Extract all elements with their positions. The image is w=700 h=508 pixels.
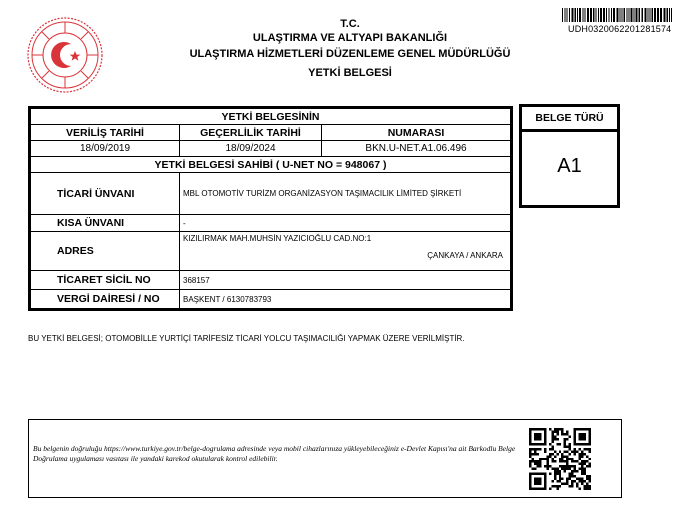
registry-label: TİCARET SİCİL NO [30, 271, 180, 290]
holder-title: YETKİ BELGESİ SAHİBİ ( U-NET NO = 948067 ) [30, 157, 512, 173]
section-title: YETKİ BELGESİNİN [30, 108, 512, 125]
registry-value: 368157 [180, 271, 512, 290]
valid-date-header: GEÇERLİLİK TARİHİ [180, 125, 322, 141]
short-name-value: - [180, 215, 512, 232]
header-ministry: ULAŞTIRMA VE ALTYAPI BAKANLIĞI [252, 32, 448, 44]
tax-value: BAŞKENT / 6130783793 [180, 290, 512, 310]
document-type-value: A1 [557, 155, 582, 177]
header-document-title: YETKİ BELGESİ [308, 67, 392, 79]
trade-name-value: MBL OTOMOTİV TURİZM ORGANİZASYON TAŞIMACILIK LİMİTED ŞİRKETİ [180, 173, 512, 215]
barcode-number: UDH0320062201281574 [568, 24, 672, 34]
number-header: NUMARASI [322, 125, 512, 141]
issue-date-header: VERİLİŞ TARİHİ [30, 125, 180, 141]
address-label: ADRES [30, 232, 180, 271]
address-value [180, 232, 512, 271]
document-type-title: BELGE TÜRÜ [522, 107, 617, 132]
tax-label: VERGİ DAİRESİ / NO [30, 290, 180, 310]
authorization-note: BU YETKİ BELGESİ; OTOMOBİLLE YURTİÇİ TARİFESİZ TİCARİ YOLCU TAŞIMACILIĞI YAPMAK ÜZERE VERİLMİŞTİR. [28, 334, 465, 343]
address-line-1: KIZILIRMAK MAH.MUHSİN YAZICIOĞLU CAD.NO:1 [183, 234, 372, 243]
issue-date-value: 18/09/2019 [30, 141, 180, 157]
trade-name-label: TİCARİ ÜNVANI [30, 173, 180, 215]
valid-date-value: 18/09/2024 [180, 141, 322, 157]
certificate-table [28, 106, 513, 311]
document-type-box [519, 104, 620, 208]
address-line-2: ÇANKAYA / ANKARA [427, 251, 503, 260]
barcode-icon [562, 8, 672, 22]
verification-text: Bu belgenin doğruluğu https://www.turkiye.gov.tr/belge-dogrulama adresinde veya mobil cihazlarınıza yükleyebileceğiniz e-Devlet Kapısı'na ait Barkodlu Belge Doğrulama uygulaması vasıtası ile yandaki karekod okutularak kontrol edilebilir. [33, 444, 516, 463]
verification-footer [28, 419, 622, 498]
short-name-label: KISA ÜNVANI [30, 215, 180, 232]
number-value: BKN.U-NET.A1.06.496 [322, 141, 512, 157]
header-directorate: ULAŞTIRMA HİZMETLERİ DÜZENLEME GENEL MÜDÜRLÜĞÜ [189, 48, 511, 60]
qr-code-icon [529, 428, 591, 490]
header-tc: T.C. [340, 18, 360, 30]
